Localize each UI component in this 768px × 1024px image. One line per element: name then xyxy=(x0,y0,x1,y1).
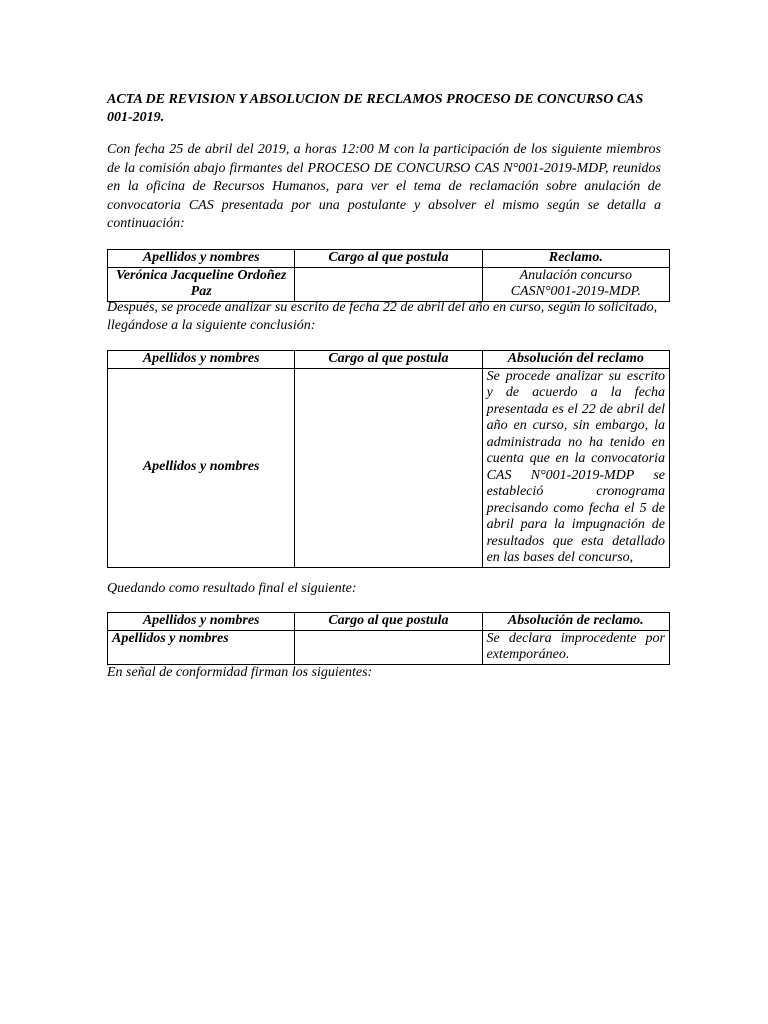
header-cargo: Cargo al que postula xyxy=(295,250,482,268)
intro-paragraph: Con fecha 25 de abril del 2019, a horas 12:00 M con la participación de los siguiente miembros de la comisión abajo firmantes del PROCESO DE CONCURSO CAS N°001-2019-MDP, reunidos en la oficina de Recursos Humanos, para ver el tema de reclamación sobre anulación de convocatoria CAS presentada por una postulante y absolver el mismo según se detalla a continuación: xyxy=(107,142,661,231)
table-row xyxy=(108,267,670,301)
header-apellidos: Apellidos y nombres xyxy=(108,613,295,631)
header-absolucion: Absolución de reclamo. xyxy=(482,613,669,631)
table-row xyxy=(108,368,670,567)
header-absolucion: Absolución del reclamo xyxy=(482,351,669,369)
after-table1-paragraph: Después, se procede analizar su escrito de fecha 22 de abril del año en curso, según lo solicitado, llegándose a la siguiente conclusión: xyxy=(107,300,658,333)
document-title: ACTA DE REVISION Y ABSOLUCION DE RECLAMOS PROCESO DE CONCURSO CAS 001-2019. xyxy=(107,92,644,125)
cell-cargo xyxy=(295,630,482,664)
header-cargo: Cargo al que postula xyxy=(295,613,482,631)
header-cargo: Cargo al que postula xyxy=(295,351,482,369)
closing-paragraph: En señal de conformidad firman los siguientes: xyxy=(107,665,373,680)
absolucion-table xyxy=(107,350,670,568)
header-apellidos: Apellidos y nombres xyxy=(108,351,295,369)
after-table2-paragraph: Quedando como resultado final el siguiente: xyxy=(107,581,357,596)
header-apellidos: Apellidos y nombres xyxy=(108,250,295,268)
cell-cargo xyxy=(295,267,482,301)
cell-absolucion: Se procede analizar su escrito y de acuerdo a la fecha presentada es el 22 de abril del año en curso, sin embargo, la administrada no ha tenido en cuenta que en la convocatoria CAS N°001-2019-MDP se estableció cronograma precisando como fecha el 5 de abril para la impugnación de resultados que esta detallado en las bases del concurso, xyxy=(482,368,669,567)
table-header-row xyxy=(108,613,670,631)
table-header-row xyxy=(108,250,670,268)
table-row xyxy=(108,630,670,664)
cell-reclamo: Anulación concurso CASN°001-2019-MDP. xyxy=(482,267,669,301)
reclamo-table xyxy=(107,249,670,302)
cell-name: Apellidos y nombres xyxy=(108,630,295,664)
cell-cargo xyxy=(295,368,482,567)
cell-name: Verónica Jacqueline Ordoñez Paz xyxy=(108,267,295,301)
header-reclamo: Reclamo. xyxy=(482,250,669,268)
table-header-row xyxy=(108,351,670,369)
cell-absolucion: Se declara improcedente por extemporáneo. xyxy=(482,630,669,664)
resultado-table xyxy=(107,612,670,665)
cell-name: Apellidos y nombres xyxy=(108,368,295,567)
